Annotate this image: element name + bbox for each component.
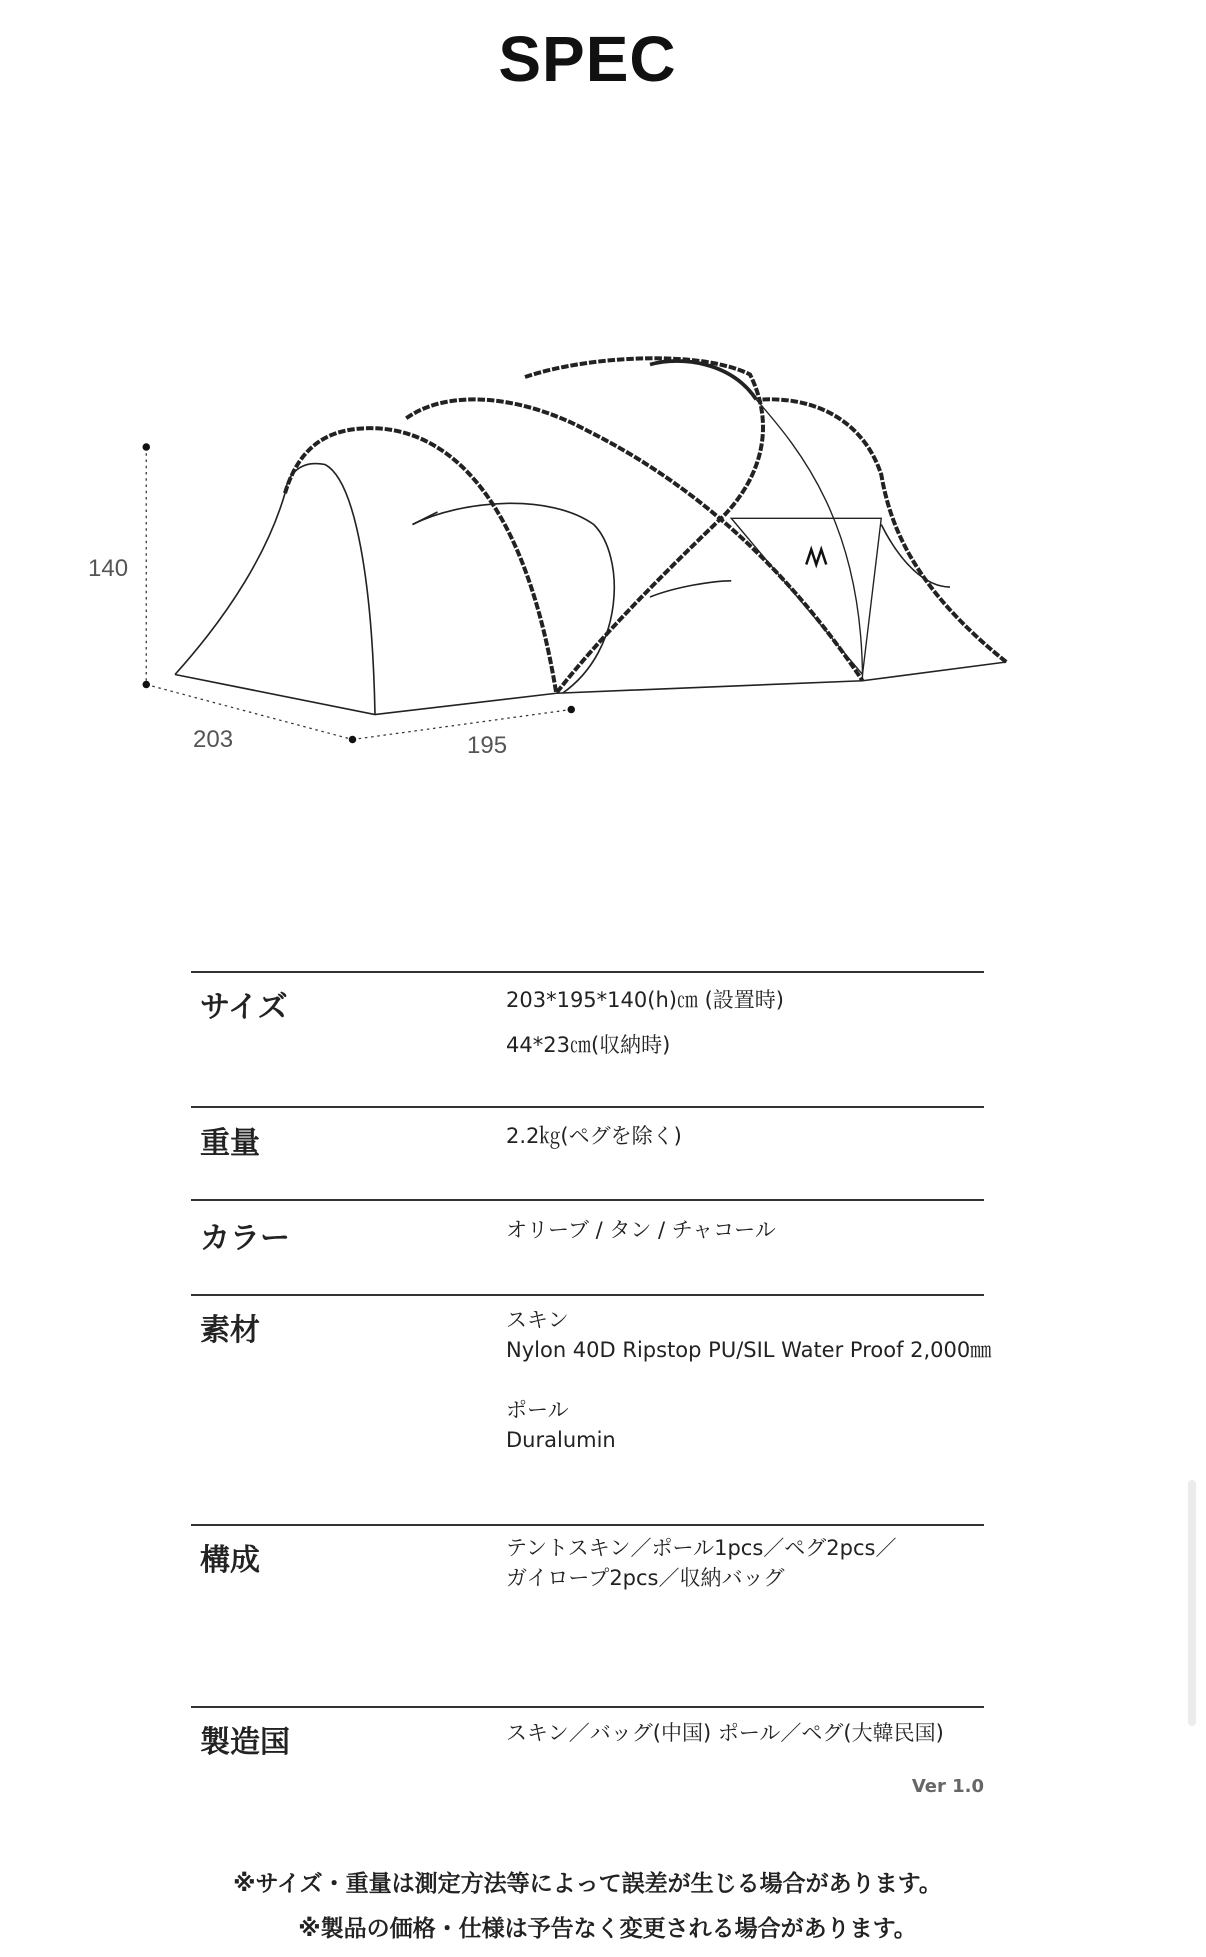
spec-value-material-pole-label: ポール: [506, 1398, 569, 1422]
spec-label-origin: 製造国: [200, 1725, 290, 1760]
divider: [191, 1199, 984, 1201]
minimal-works-logo: [806, 550, 826, 565]
version-label: Ver 1.0: [911, 1776, 984, 1797]
spec-value-weight: 2.2㎏(ペグを除く): [506, 1124, 682, 1148]
spec-value-material-pole: Duralumin: [506, 1428, 616, 1452]
spec-value-origin: スキン／バッグ(中国) ポール／ペグ(大韓民国): [506, 1721, 944, 1745]
page-title: SPEC: [498, 23, 677, 95]
spec-value-size-packed: 44*23㎝(収納時): [506, 1033, 671, 1057]
width-dimension-label: 195: [467, 732, 508, 759]
divider: [191, 971, 984, 973]
spec-value-color: オリーブ / タン / チャコール: [506, 1218, 776, 1242]
spec-label-contents: 構成: [200, 1543, 260, 1578]
divider: [191, 1706, 984, 1708]
depth-dimension-label: 203: [193, 726, 234, 753]
spec-value-size-set: 203*195*140(h)㎝ (設置時): [506, 988, 785, 1012]
dimension-lines: [146, 447, 571, 740]
tent-diagram: [125, 337, 1025, 762]
spec-label-color: カラー: [200, 1221, 290, 1256]
spec-value-material-skin: Nylon 40D Ripstop PU/SIL Water Proof 2,000㎜: [506, 1338, 992, 1362]
note-price-spec: ※製品の価格・仕様は予告なく変更される場合があります。: [298, 1916, 917, 1942]
spec-value-contents-1: テントスキン／ポール1pcs／ペグ2pcs／: [506, 1536, 897, 1560]
note-size-weight: ※サイズ・重量は測定方法等によって誤差が生じる場合があります。: [233, 1871, 942, 1897]
spec-label-material: 素材: [200, 1313, 260, 1348]
spec-label-size: サイズ: [200, 990, 288, 1025]
spec-label-weight: 重量: [200, 1126, 260, 1161]
divider: [191, 1106, 984, 1108]
divider: [191, 1294, 984, 1296]
spec-value-material-skin-label: スキン: [506, 1308, 569, 1332]
spec-value-contents-2: ガイロープ2pcs／収納バッグ: [506, 1566, 785, 1590]
height-dimension-label: 140: [88, 555, 129, 582]
divider: [191, 1524, 984, 1526]
scrollbar[interactable]: [1188, 1480, 1196, 1726]
